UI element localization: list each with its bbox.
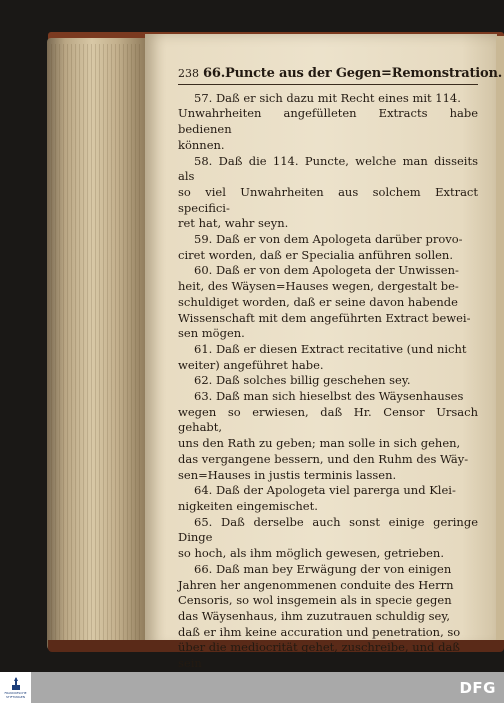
text-line: können. [178,137,225,152]
text-line: 64. Daß der Apologeta viel parerga und Klei- [194,483,456,498]
text-line: 57. Daß er sich dazu mit Recht eines mit 114. [194,90,461,105]
text-line: ciret worden, daß er Specialia anführen sollen. [178,247,453,262]
text-line: 59. Daß er von dem Apologeta darüber provo- [194,232,463,247]
library-logo-line-2: STIFTUNGEN [5,694,26,699]
text-line: 60. Daß er von dem Apologeta der Unwissen- [194,263,459,278]
numbered-item [178,154,478,233]
page-header [178,66,503,85]
text-line: so hoch, als ihm möglich gewesen, getrieben. [178,546,444,561]
numbered-item [178,342,478,373]
text-line: 63. Daß man sich hieselbst des Wäysenhauses [194,389,464,404]
numbered-items [178,91,478,672]
text-line: Unwahrheiten angefülleten Extracts habe bedienen [178,106,478,137]
text-line: schuldiget worden, daß er seine davon habende [178,294,458,309]
numbered-item [178,515,478,562]
text-line: 65. Daß derselbe auch sonst einige geringe Dinge [178,514,478,545]
numbered-item [178,263,478,342]
text-line: sein [178,656,202,671]
next-page-edge [496,36,504,646]
numbered-item [178,389,478,483]
text-line: Censoris, so wol insgemein als in specie gegen [178,593,452,608]
francke-foundation-icon [9,676,23,692]
numbered-item [178,91,478,154]
text-line: sen mögen. [178,326,245,341]
text-line: so viel Unwahrheiten aus solchem Extract specifici- [178,184,478,215]
text-line: Wissenschaft mit dem angeführten Extract bewei- [178,310,471,325]
library-logo[interactable] [0,672,31,703]
text-line: sen=Hauses in justis terminis lassen. [178,467,397,482]
numbered-item [178,232,478,263]
text-line: 62. Daß solches billig geschehen sey. [194,373,411,388]
library-logo-line-1: FRANCKESCHE [4,691,27,696]
numbered-item [178,373,478,389]
page-number: 238 [178,67,199,80]
numbered-item [178,562,478,672]
text-line: das vergangene bessern, und den Ruhm des Wäy- [178,451,469,466]
text-line: nigkeiten eingemischet. [178,498,318,513]
text-line: ret hat, wahr seyn. [178,216,289,231]
text-line: 66. Daß man bey Erwägung der von einigen [194,561,452,576]
dfg-logo[interactable]: DFG [459,678,496,697]
page-text [178,66,503,672]
text-line: über die mediocrität gehet, zuschreibe, und daß [178,640,460,655]
text-line: 58. Daß die 114. Puncte, welche man disseits als [178,153,478,184]
running-title: 66.Puncte aus der Gegen=Remonstration. [203,66,503,81]
text-line: das Wäysenhaus, ihm zuzutrauen schuldig sey, [178,608,450,623]
text-line: weiter) angeführet habe. [178,357,324,372]
book-page-edges [47,38,147,650]
text-line: daß er ihm keine accuration und penetration, so [178,624,461,639]
text-line: wegen so erwiesen, daß Hr. Censor Ursach gehabt, [178,404,478,435]
text-line: heit, des Wäysen=Hauses wegen, dergestalt be- [178,279,459,294]
text-line: Jahren her angenommenen conduite des Herrn [178,577,454,592]
viewer-footer [0,672,504,703]
numbered-item [178,483,478,514]
text-line: uns den Rath zu geben; man solle in sich gehen, [178,436,461,451]
text-line: 61. Daß er diesen Extract recitative (und nicht [194,341,467,356]
